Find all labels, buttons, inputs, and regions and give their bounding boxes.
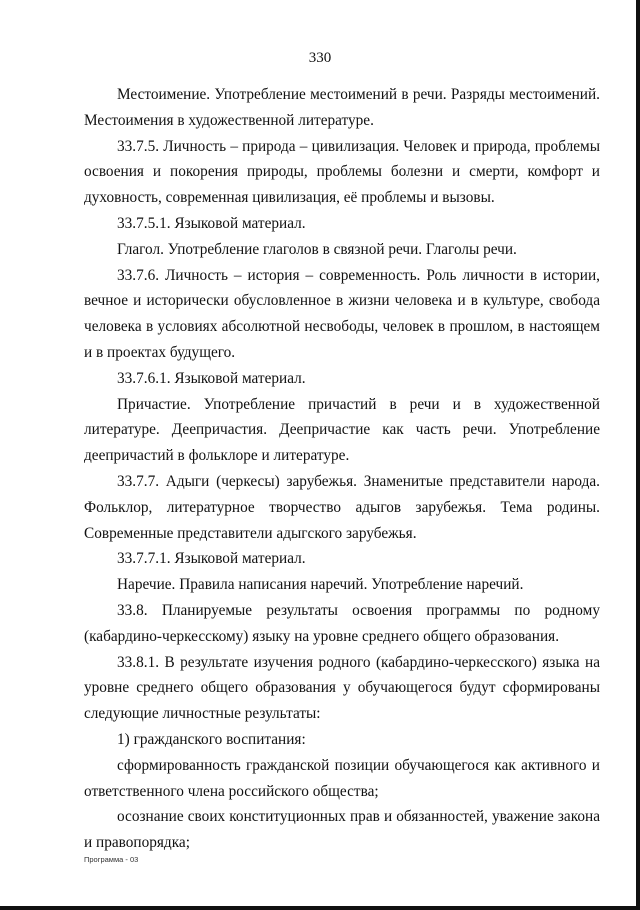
page-number: 330	[308, 50, 332, 66]
paragraph: 33.8.1. В результате изучения родного (кабардино-черкесского) языка на уровне среднего общего образования у обучающегося будут сформированы следующие личностные результаты:	[84, 653, 600, 723]
paragraph: 33.7.6.1. Языковой материал.	[117, 369, 306, 387]
paragraph: 33.7.6. Личность – история – современность. Роль личности в истории, вечное и исторически обусловленное в жизни человека и в культуре, свобода человека в условиях абсолютной несвободы, человек в прошлом, в настоящем и в проектах будущего.	[84, 266, 600, 361]
paragraph: Наречие. Правила написания наречий. Употребление наречий.	[117, 576, 524, 594]
paragraph: 1) гражданского воспитания:	[117, 730, 306, 748]
paragraph: 33.7.7.1. Языковой материал.	[117, 550, 306, 568]
paragraph: 33.8. Планируемые результаты освоения программы по родному (кабардино-черкесскому) языку на уровне среднего общего образования.	[84, 601, 600, 645]
paragraph: 33.7.5.1. Языковой материал.	[117, 214, 306, 232]
paragraph: сформированность гражданской позиции обучающегося как активного и ответственного члена российского общества;	[84, 756, 600, 800]
paragraph: 33.7.5. Личность – природа – цивилизация. Человек и природа, проблемы освоения и покорения природы, проблемы болезни и смерти, комфорт и духовность, современная цивилизация, её проблемы и вызовы.	[84, 137, 600, 207]
document-body	[84, 82, 600, 856]
paragraph: Местоимение. Употребление местоимений в речи. Разряды местоимений. Местоимения в художественной литературе.	[84, 86, 600, 129]
scan-edge-right	[636, 0, 640, 910]
paragraph: Глагол. Употребление глаголов в связной речи. Глаголы речи.	[117, 240, 517, 258]
paragraph: 33.7.7. Адыги (черкесы) зарубежья. Знаменитые представители народа. Фольклор, литературное творчество адыгов зарубежья. Тема родины. Современные представители адыгского зарубежья.	[84, 472, 600, 542]
page-footer: Программа - 03	[84, 855, 139, 864]
paragraph: Причастие. Употребление причастий в речи и в художественной литературе. Деепричастия. Деепричастие как часть речи. Употребление деепричастий в фольклоре и литературе.	[84, 395, 600, 465]
paragraph: осознание своих конституционных прав и обязанностей, уважение закона и правопорядка;	[84, 808, 600, 852]
scan-edge-bottom	[0, 906, 640, 910]
